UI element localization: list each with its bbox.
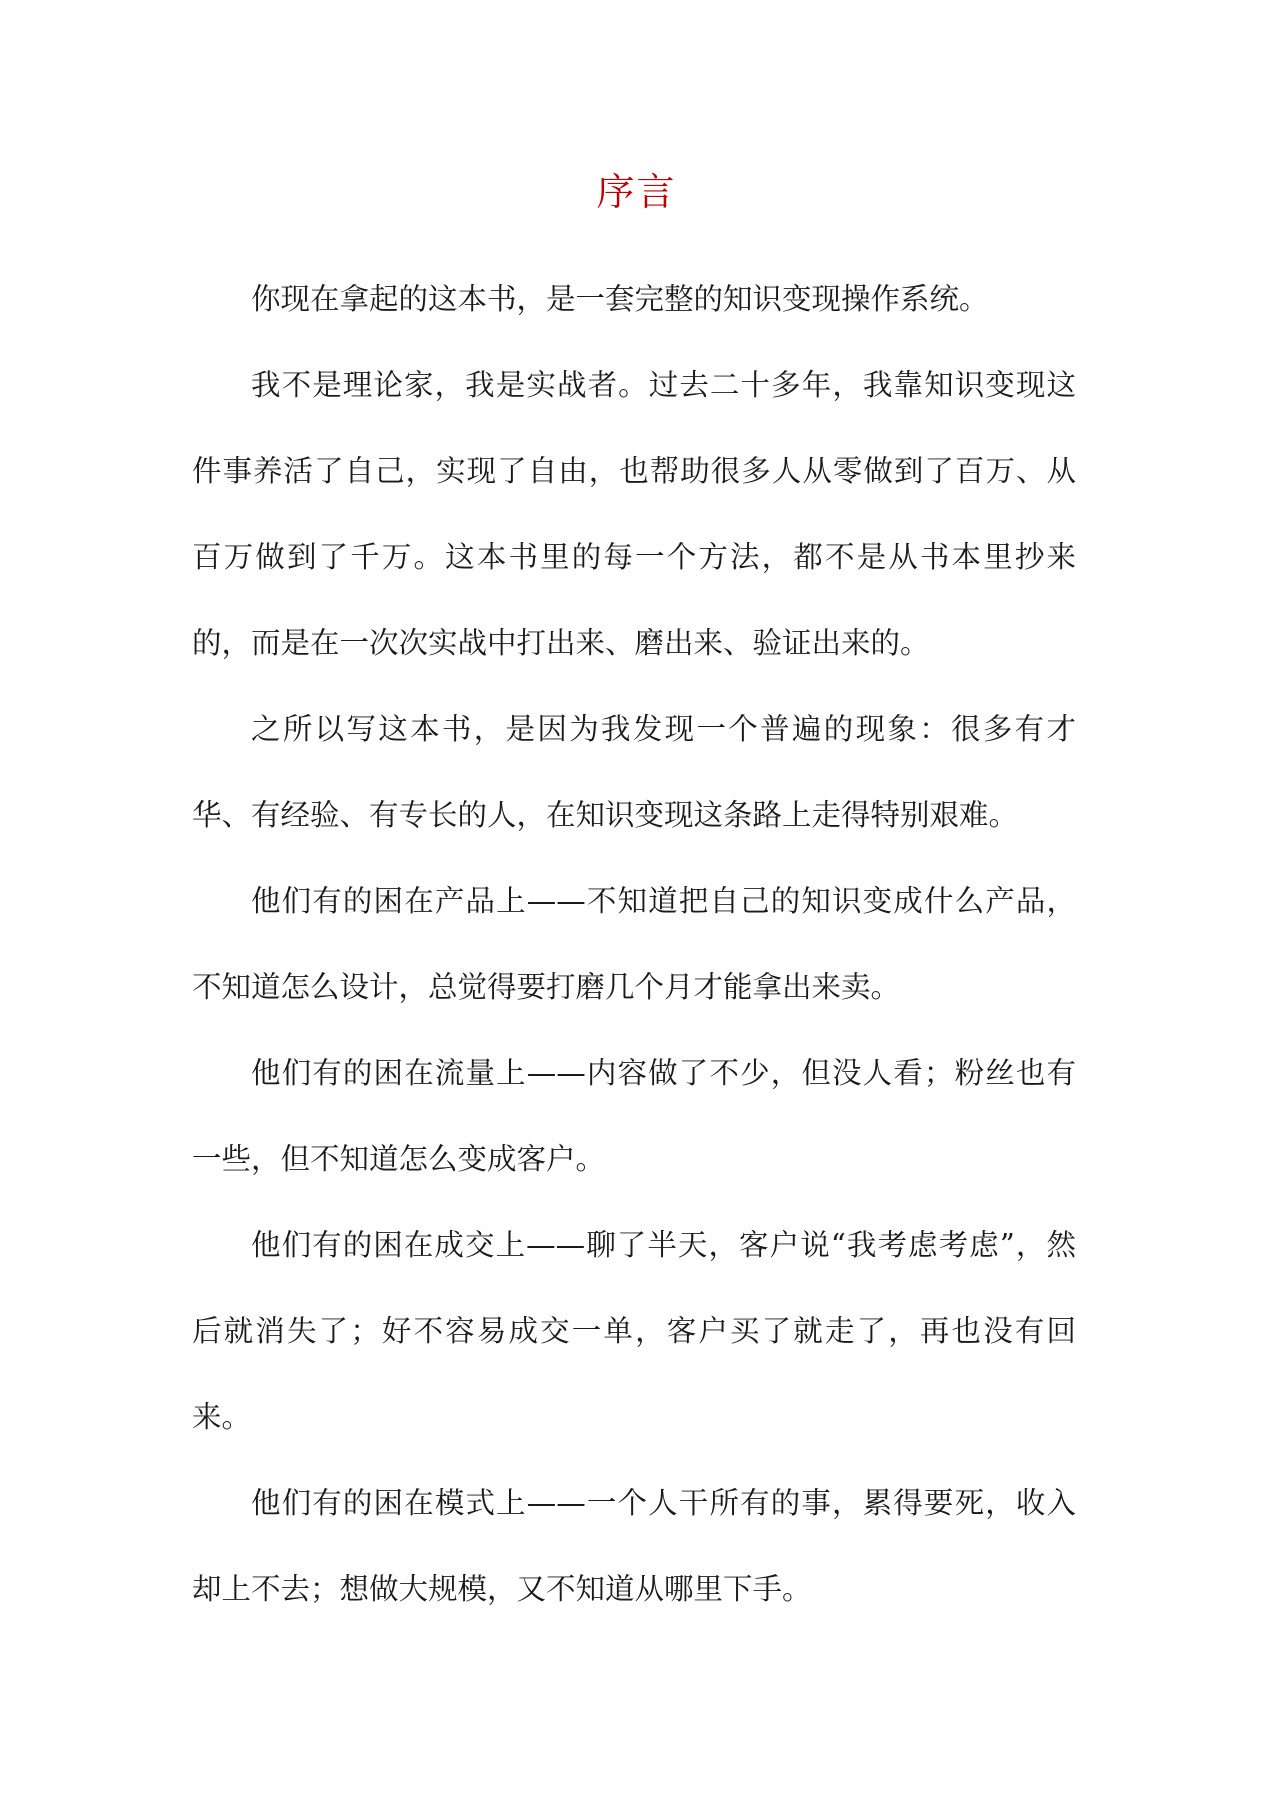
- paragraph: 我不是理论家，我是实战者。过去二十多年，我靠知识变现这件事养活了自己，实现了自由，也帮助很多人从零做到了百万、从百万做到了千万。这本书里的每一个方法，都不是从书本里抄来的，而是在一次次实战中打出来、磨出来、验证出来的。: [192, 368, 1076, 660]
- paragraph: 他们有的困在模式上——一个人干所有的事，累得要死，收入却上不去；想做大规模，又不知道从哪里下手。: [192, 1486, 1076, 1606]
- body-text: [192, 256, 1076, 1632]
- paragraph: 他们有的困在成交上——聊了半天，客户说“我考虑考虑”，然后就消失了；好不容易成交一单，客户买了就走了，再也没有回来。: [192, 1228, 1076, 1434]
- paragraph: 他们有的困在流量上——内容做了不少，但没人看；粉丝也有一些，但不知道怎么变成客户。: [192, 1056, 1076, 1176]
- paragraph: 他们有的困在产品上——不知道把自己的知识变成什么产品，不知道怎么设计，总觉得要打磨几个月才能拿出来卖。: [192, 884, 1076, 1004]
- paragraph: 之所以写这本书，是因为我发现一个普遍的现象：很多有才华、有经验、有专长的人，在知识变现这条路上走得特别艰难。: [192, 712, 1076, 832]
- page-title: 序言: [596, 170, 677, 214]
- paragraph: 你现在拿起的这本书，是一套完整的知识变现操作系统。: [251, 282, 989, 316]
